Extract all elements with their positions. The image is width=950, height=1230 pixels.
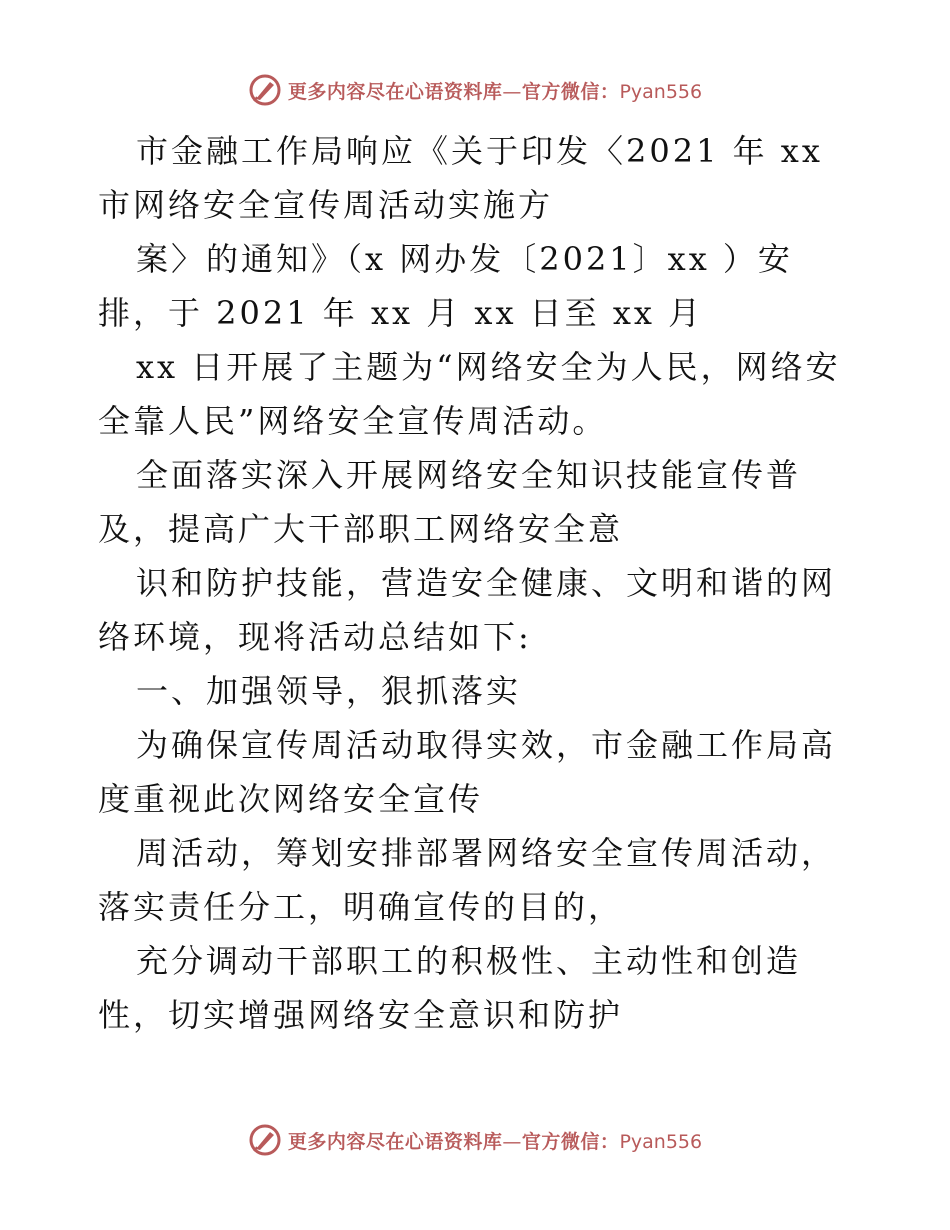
body-paragraph-5: 识和防护技能，营造安全健康、文明和谐的网络环境，现将活动总结如下:	[98, 564, 837, 656]
document-body	[98, 124, 858, 1042]
body-paragraph-3: xx 日开展了主题为“网络安全为人民，网络安全靠人民”网络安全宣传周活动。	[98, 348, 841, 440]
section-heading-1: 一、加强领导，狠抓落实	[136, 672, 522, 710]
footer-watermark-inner	[248, 1123, 702, 1157]
body-paragraph-2: 案〉的通知》（x 网办发〔2021〕xx ）安排，于 2021 年 xx 月 xx 日至 xx 月	[98, 240, 793, 332]
body-paragraph-4: 全面落实深入开展网络安全知识技能宣传普及，提高广大干部职工网络安全意	[98, 456, 802, 548]
footer-watermark-text: 更多内容尽在心语资料库—官方微信：Pyan556	[287, 1130, 703, 1153]
header-watermark-text: 更多内容尽在心语资料库—官方微信：Pyan556	[287, 80, 703, 103]
header-watermark-banner	[0, 70, 950, 110]
body-paragraph-8: 充分调动干部职工的积极性、主动性和创造性，切实增强网络安全意识和防护	[98, 942, 802, 1034]
quill-in-circle-icon	[248, 73, 282, 107]
footer-watermark-banner	[0, 1120, 950, 1160]
body-paragraph-7: 周活动，筹划安排部署网络安全宣传周活动，落实责任分工，明确宣传的目的，	[98, 834, 837, 926]
quill-in-circle-icon	[248, 1123, 282, 1157]
header-watermark-inner	[248, 73, 702, 107]
body-paragraph-6: 为确保宣传周活动取得实效，市金融工作局高度重视此次网络安全宣传	[98, 726, 837, 818]
body-paragraph-1: 市金融工作局响应《关于印发〈2021 年 xx 市网络安全宣传周活动实施方	[98, 132, 823, 224]
